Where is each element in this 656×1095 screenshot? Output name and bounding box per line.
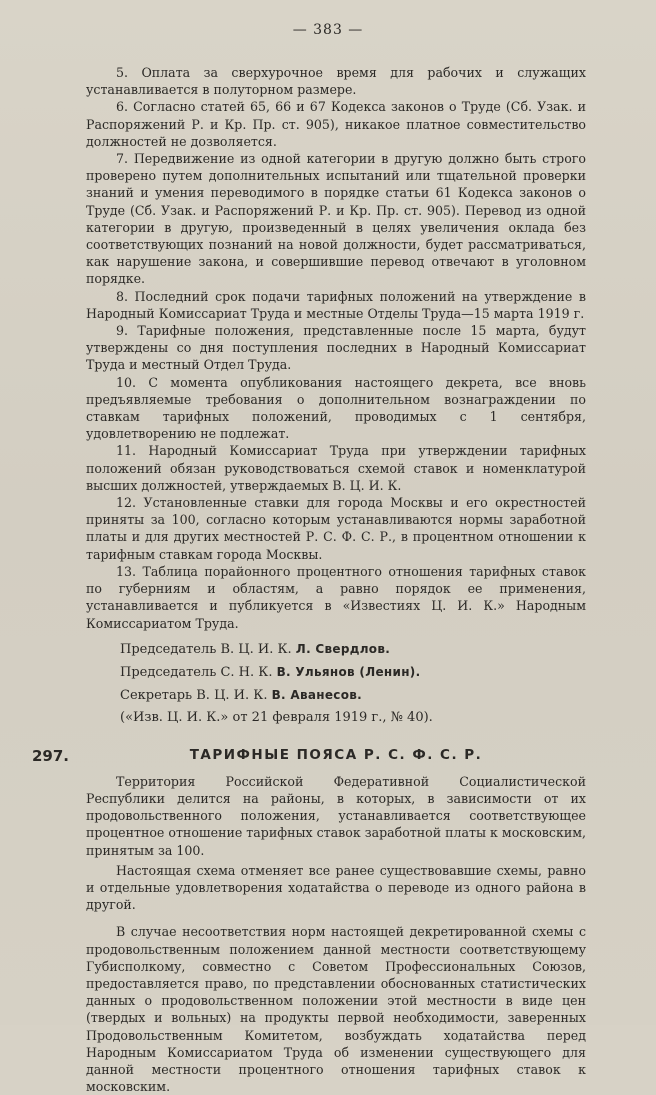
section-paragraph: Территория Российской Федеративной Социалистической Республики делится на районы, в которых, в зависимости от их продовольственного положения, устанавливается соответствующее процентное отношение тарифных ставок заработной платы к московским, принятым за 100. [86,773,587,858]
page-number: — 383 — [292,22,364,38]
signature-block [86,638,586,729]
signature-title: Председатель В. Ц. И. К. [120,641,292,657]
signature-line [86,661,586,684]
paragraph-7: 7. Передвижение из одной категории в другую должно быть строго проверено путем дополнительных испытаний или тщательной проверки знаний и умения переводимого в порядке статьи 61 Кодекса законов о Труде (Сб. Узак. и Распоряжений Р. и Кр. Пр. ст. 905). Перевод из одной категории в другую, произведенный в целях увеличения оклада без соответствующих познаний на новой должности, будет рассматриваться, как нарушение закона, и совершившие перевод отвечают в уголовном порядке. [86,151,586,287]
source-citation: («Изв. Ц. И. К.» от 21 февраля 1919 г., № 40). [120,709,433,725]
paragraph-12: 12. Установленные ставки для города Москвы и его окрестностей приняты за 100, согласно которым устанавливаются нормы заработной платы и для других местностей Р. С. Ф. С. Р., в процентном отношении к тарифным ставкам города Москвы. [86,495,586,562]
section-header [32,745,586,771]
signature-line [86,684,586,707]
paragraph-8: 8. Последний срок подачи тарифных положений на утверждение в Народный Комиссариат Труда и местные Отделы Труда—15 марта 1919 г. [86,288,586,321]
section-paragraph: Настоящая схема отменяет все ранее существовавшие схемы, равно и отдельные удовлетворения ходатайства о переводе из одного района в другой. [86,862,586,913]
signature-name: В. Аванесов. [271,687,363,702]
paragraph-10: 10. С момента опубликования настоящего декрета, все вновь предъявляемые требования о дополнительном вознаграждении по ставкам тарифных положений, проводимых с 1 сентября, удовлетворению не подлежат. [86,374,586,442]
document-body [32,64,587,1095]
signature-title: Секретарь В. Ц. И. К. [120,687,268,703]
signature-line [86,638,586,661]
signature-title: Председатель С. Н. К. [120,664,273,680]
paragraph-6: 6. Согласно статей 65, 66 и 67 Кодекса законов о Труде (Сб. Узак. и Распоряжений Р. и Кр. Пр. ст. 905), никакое платное совместительство должностей не дозволяется. [86,99,586,149]
section-title: ТАРИФНЫЕ ПОЯСА Р. С. Ф. С. Р. [189,746,483,763]
paragraph-9: 9. Тарифные положения, представленные после 15 марта, будут утверждены со дня поступления последних в Народный Комиссариат Труда и местный Отдел Труда. [86,323,586,373]
section-number: 297. [32,746,70,765]
signature-name: В. Ульянов (Ленин). [276,664,421,679]
section-body [86,773,586,1095]
signature-name: Л. Свердлов. [295,641,391,656]
paragraph-13: 13. Таблица порайонного процентного отношения тарифных ставок по губерниям и областям, а равно порядок ее применения, устанавливается и публикуется в «Известиях Ц. И. К.» Народным Комиссариатом Труда. [86,563,586,631]
section-paragraph: В случае несоответствия норм настоящей декретированной схемы с продовольственным положением данной местности соответствующему Губисполкому, совместно с Советом Профессиональных Союзов, предоставляется право, по представлении обоснованных статистических данных о продовольственном положении этой местности в виде цен (твердых и вольных) на продукты первой необходимости, заверенных Продовольственным Комитетом, возбуждать ходатайства перед Народным Комиссариатом Труда об изменении существующего для данной местности процентного отношения тарифных ставок к московским. [86,924,586,1095]
paragraph-5: 5. Оплата за сверхурочное время для рабочих и служащих устанавливается в полуторном размере. [86,65,586,98]
paragraph-11: 11. Народный Комиссариат Труда при утверждении тарифных положений обязан руководствоваться схемой ставок и номенклатурой высших должностей, утверждаемых В. Ц. И. К. [86,443,586,493]
